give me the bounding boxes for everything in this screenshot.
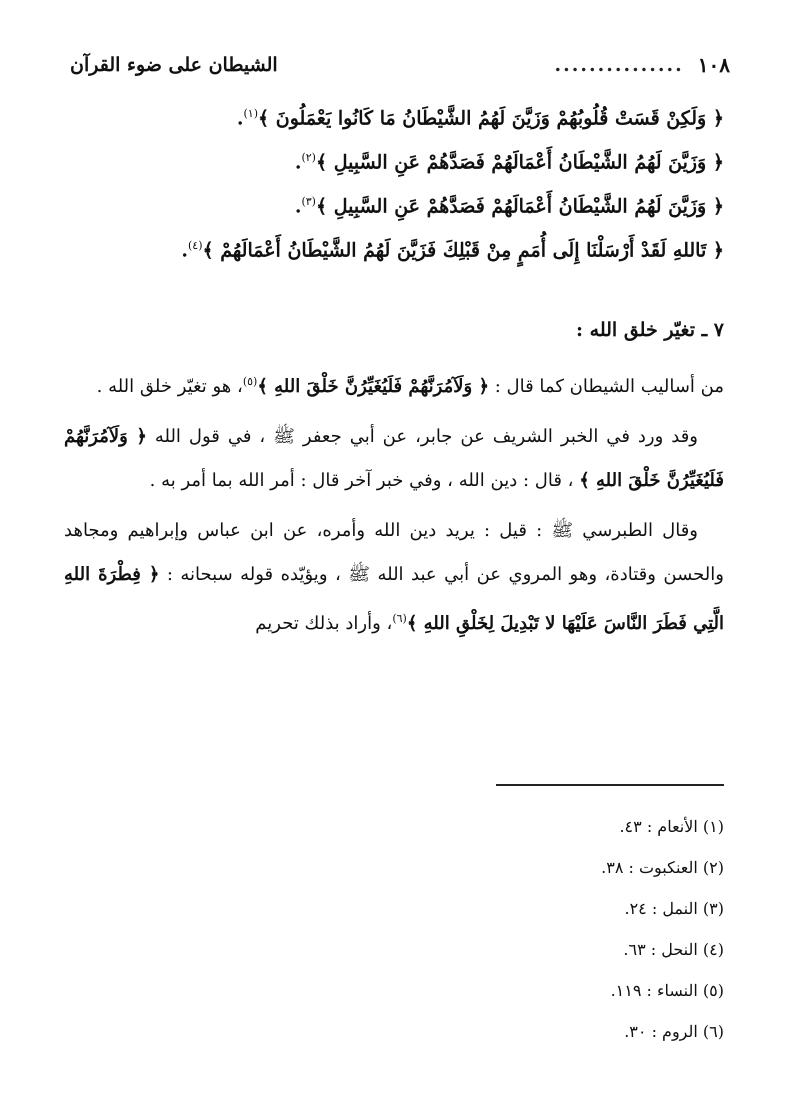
footnote-4: (٤) النحل : ٦٣. <box>623 940 724 959</box>
running-title: الشيطان على ضوء القرآن <box>70 54 278 76</box>
verse-end: . <box>294 195 302 218</box>
verse-end: . <box>236 107 244 130</box>
verse-close-bracket: ﴾ <box>315 195 328 218</box>
paragraph-text: ، وأراد بذلك تحريم <box>255 613 393 634</box>
verse-open-bracket: ﴿ <box>712 151 724 174</box>
paragraph-text: ، قال : دين الله ، وفي خبر آخر قال : أمر الله بما أمر به . <box>149 470 580 491</box>
footnote-5: (٥) النساء : ١١٩. <box>610 981 724 1000</box>
verse-open-bracket: ﴿ <box>712 107 724 130</box>
footnote-ref: (٥) <box>242 375 258 388</box>
verse-text: تَاللهِ لَقَدْ أَرْسَلْنَا إِلَى أُمَمٍ مِنْ قَبْلِكَ فَزَيَّنَ لَهُمُ الشَّيْطَانُ أَعْمَالَهُمْ <box>220 239 707 262</box>
footnote-3: (٣) النمل : ٢٤. <box>624 899 724 918</box>
quran-quote: ﴿ فِطْرَةَ اللهِ الَّتِي فَطَرَ النَّاسَ عَلَيْهَا لا تَبْدِيلَ لِخَلْقِ اللهِ ﴾ <box>64 564 724 634</box>
verse-text: وَلَكِنْ قَسَتْ قُلُوبُهُمْ وَزَيَّنَ لَهُمُ الشَّيْطَانُ مَا كَانُوا يَعْمَلُونَ <box>275 107 707 130</box>
paragraph-text: وقال الطبرسي ﷺ : قيل : يريد دين الله وأمره، عن ابن عباس وإبراهيم ومجاهد والحسن وقتادة، وهو المروي عن أبي عبد الله ﷺ ، ويؤيّده قوله سبحانه : <box>64 520 724 585</box>
footnote-ref: (٢) <box>301 151 316 164</box>
paragraph-text: من أساليب الشيطان كما قال : <box>489 376 724 397</box>
verse-line-4 <box>84 224 724 268</box>
verse-line-1 <box>84 92 724 136</box>
footnote-separator <box>496 784 724 786</box>
quran-quote: ﴿ وَلَآمُرَنَّهُمْ فَلَيُغَيِّرُنَّ خَلْقَ اللهِ ﴾ <box>257 376 490 397</box>
section-heading: ٧ ـ تغيّر خلق الله : <box>576 319 724 341</box>
verse-list <box>84 92 724 268</box>
verse-open-bracket: ﴿ <box>712 195 724 218</box>
body-text <box>64 360 724 652</box>
verse-text: وَزَيَّنَ لَهُمُ الشَّيْطَانُ أَعْمَالَهُمْ فَصَدَّهُمْ عَنِ السَّبِيلِ <box>333 195 707 218</box>
footnote-ref: (٣) <box>301 195 316 208</box>
footnote-list <box>324 806 724 1052</box>
footnote-1: (١) الأنعام : ٤٣. <box>619 817 724 836</box>
verse-end: . <box>294 151 302 174</box>
page-number: ١٠٨ <box>697 53 730 77</box>
verse-close-bracket: ﴾ <box>258 107 270 130</box>
footnote-6: (٦) الروم : ٣٠. <box>624 1022 724 1041</box>
header-dot-leader: ............... <box>554 54 684 76</box>
verse-close-bracket: ﴾ <box>315 151 328 174</box>
paragraph-text: ، هو تغيّر خلق الله . <box>96 376 243 397</box>
footnote-2: (٢) العنكبوت : ٣٨. <box>601 858 724 877</box>
paragraph-text: وقد ورد في الخبر الشريف عن جابر، عن أبي جعفر ﷺ ، في قول الله <box>146 426 698 447</box>
verse-close-bracket: ﴾ <box>202 239 214 262</box>
paragraph-1 <box>64 360 724 409</box>
paragraph-3 <box>64 509 724 646</box>
footnote-ref: (١) <box>243 107 258 120</box>
verse-line-3 <box>84 180 724 224</box>
verse-open-bracket: ﴿ <box>712 239 724 262</box>
page-header <box>70 48 730 82</box>
footnote-ref: (٦) <box>392 612 407 625</box>
verse-end: . <box>181 239 188 262</box>
paragraph-2 <box>64 415 724 503</box>
quran-quote: ﴿ وَلَآمُرَنَّهُمْ فَلَيُغَيِّرُنَّ خَلْقَ اللهِ ﴾ <box>64 426 724 491</box>
verse-line-2 <box>84 136 724 180</box>
verse-text: وَزَيَّنَ لَهُمُ الشَّيْطَانُ أَعْمَالَهُمْ فَصَدَّهُمْ عَنِ السَّبِيلِ <box>333 151 707 174</box>
footnote-ref: (٤) <box>187 239 203 252</box>
